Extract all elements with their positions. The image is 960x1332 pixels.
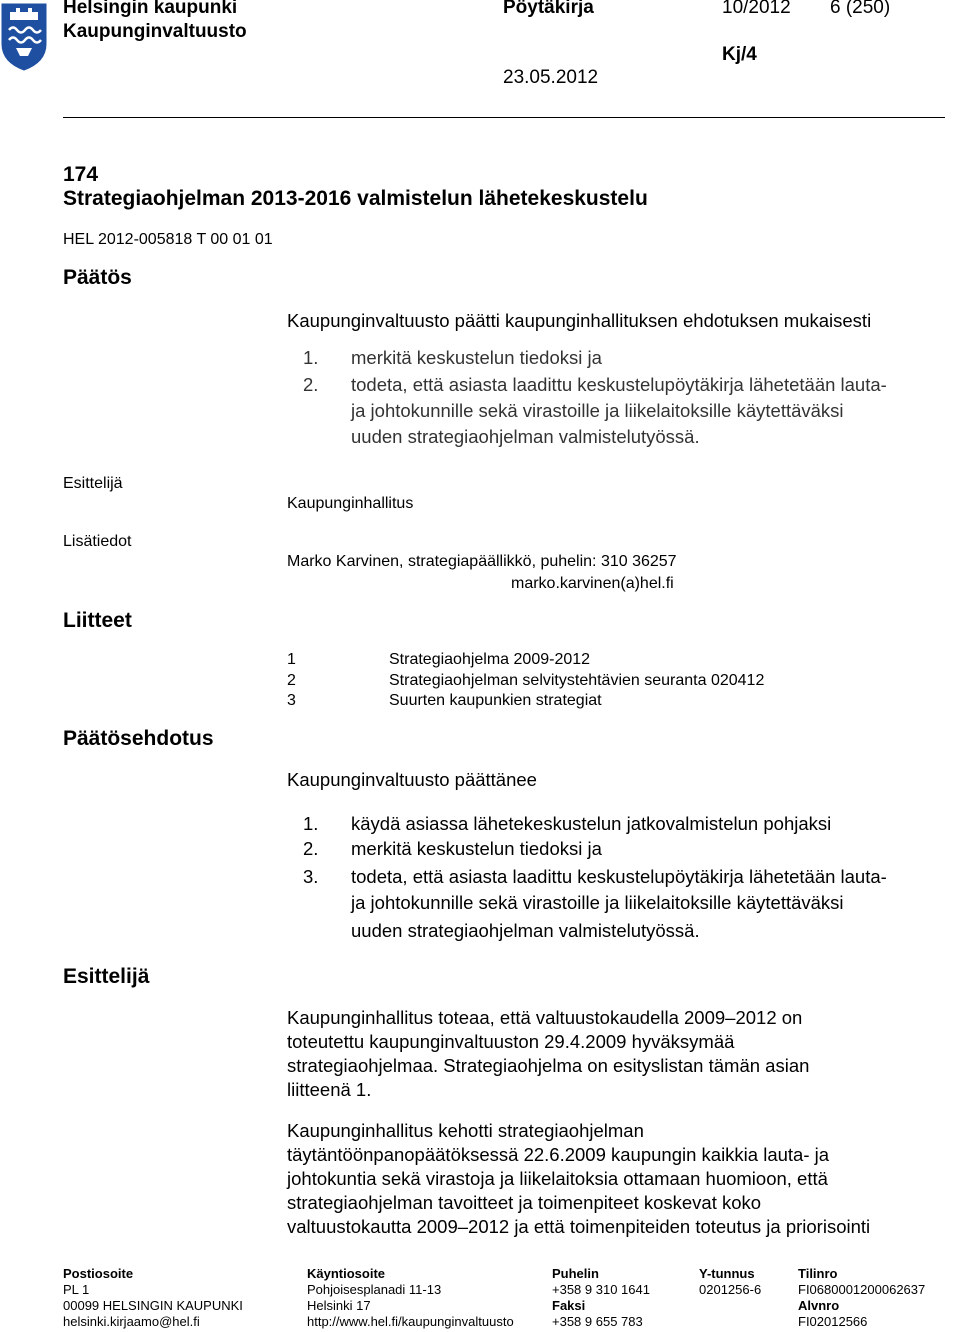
footer-value: Pohjoisesplanadi 11-13: [307, 1282, 442, 1297]
decision-intro: Kaupunginvaltuusto päätti kaupunginhallituksen ehdotuksen mukaisesti: [287, 310, 872, 331]
attachment-item[interactable]: Strategiaohjelma 2009-2012: [389, 651, 591, 668]
decision-item-num: 1.: [303, 347, 319, 368]
label-proposal: Päätösehdotus: [63, 727, 214, 750]
presenter-para-line: täytäntöönpanopäätöksessä 22.6.2009 kaupungin kaikkia lauta- ja: [287, 1144, 830, 1165]
presenter-para-line: valtuustokautta 2009–2012 ja että toimenpiteiden toteutus ja priorisointi: [287, 1216, 871, 1237]
item-number: 174: [63, 163, 99, 186]
label-presenter-2: Esittelijä: [63, 965, 150, 988]
doc-number: 10/2012: [722, 0, 791, 18]
label-attachments: Liitteet: [63, 609, 132, 632]
proposal-item-num: 3.: [303, 866, 319, 887]
org-name: Helsingin kaupunki: [63, 0, 238, 18]
decision-item-num: 2.: [303, 374, 319, 395]
item-title: Strategiaohjelman 2013-2016 valmistelun lähetekeskustelu: [63, 187, 648, 210]
label-more-info: Lisätiedot: [63, 533, 132, 550]
presenter-para-line: toteutettu kaupunginvaltuuston 29.4.2009 hyväksymää: [287, 1031, 735, 1052]
decision-item-line: merkitä keskustelun tiedoksi ja: [351, 347, 602, 368]
footer-value: Helsinki 17: [307, 1298, 371, 1313]
decision-item-line: uuden strategiaohjelman valmistelutyössä.: [351, 426, 700, 447]
footer-value: +358 9 310 1641: [552, 1282, 650, 1297]
footer-label: Tilinro: [798, 1266, 838, 1281]
ref-code: Kj/4: [722, 44, 757, 65]
page-number: 6 (250): [830, 0, 891, 18]
city-crest: [0, 0, 48, 72]
footer-label: Alvnro: [798, 1298, 840, 1313]
attachment-item[interactable]: Strategiaohjelman selvitystehtävien seuranta 020412: [389, 672, 765, 689]
contact-line: Marko Karvinen, strategiapäällikkö, puhelin: 310 36257: [287, 553, 677, 570]
footer-email[interactable]: helsinki.kirjaamo@hel.fi: [63, 1314, 200, 1329]
diary-number: HEL 2012-005818 T 00 01 01: [63, 231, 273, 248]
footer-value: PL 1: [63, 1282, 90, 1297]
proposal-item-line: todeta, että asiasta laadittu keskustelupöytäkirja lähetetään lauta-: [351, 866, 887, 887]
footer-label: Puhelin: [552, 1266, 599, 1281]
footer-label: Postiosoite: [63, 1266, 134, 1281]
footer-value: FI02012566: [798, 1314, 868, 1329]
footer-value: 00099 HELSINGIN KAUPUNKI: [63, 1298, 243, 1313]
proposal-item-num: 1.: [303, 813, 319, 834]
footer-value: FI0680001200062637: [798, 1282, 926, 1297]
presenter-para-line: Kaupunginhallitus toteaa, että valtuustokaudella 2009–2012 on: [287, 1007, 803, 1028]
attachment-num: 3: [287, 692, 296, 709]
proposal-item-num: 2.: [303, 838, 319, 859]
attachment-num: 1: [287, 651, 296, 668]
footer-label: Faksi: [552, 1298, 586, 1313]
presenter-para-line: strategiaohjelman tavoitteet ja toimenpiteet koskevat koko: [287, 1192, 762, 1213]
presenter-value: Kaupunginhallitus: [287, 495, 414, 512]
attachment-item[interactable]: Suurten kaupunkien strategiat: [389, 692, 602, 709]
footer-url[interactable]: http://www.hel.fi/kaupunginvaltuusto: [307, 1314, 514, 1329]
contact-email[interactable]: marko.karvinen(a)hel.fi: [511, 575, 674, 592]
body-name: Kaupunginvaltuusto: [63, 21, 247, 42]
presenter-para-line: strategiaohjelmaa. Strategiaohjelma on esityslistan tämän asian: [287, 1055, 810, 1076]
footer-value: 0201256-6: [699, 1282, 762, 1297]
presenter-para-line: johtokuntia sekä virastoja ja liikelaitoksia ottamaan huomioon, että: [287, 1168, 828, 1189]
proposal-item-line: merkitä keskustelun tiedoksi ja: [351, 838, 602, 859]
doc-type: Pöytäkirja: [503, 0, 594, 18]
header-rule: [63, 117, 945, 118]
proposal-intro: Kaupunginvaltuusto päättänee: [287, 769, 537, 790]
decision-item-line: ja johtokunnille sekä virastoille ja liikelaitoksille käytettäväksi: [351, 400, 844, 421]
presenter-para-line: liitteenä 1.: [287, 1079, 372, 1100]
proposal-item-line: uuden strategiaohjelman valmistelutyössä.: [351, 920, 700, 941]
label-presenter: Esittelijä: [63, 475, 123, 492]
proposal-item-line: ja johtokunnille sekä virastoille ja liikelaitoksille käytettäväksi: [351, 892, 844, 913]
decision-item-line: todeta, että asiasta laadittu keskustelupöytäkirja lähetetään lauta-: [351, 374, 887, 395]
attachment-num: 2: [287, 672, 296, 689]
footer-value: +358 9 655 783: [552, 1314, 643, 1329]
footer-label: Käyntiosoite: [307, 1266, 386, 1281]
footer-label: Y-tunnus: [699, 1266, 755, 1281]
label-decision: Päätös: [63, 266, 132, 289]
proposal-item-line: käydä asiassa lähetekeskustelun jatkovalmistelun pohjaksi: [351, 813, 832, 834]
meeting-date: 23.05.2012: [503, 67, 599, 88]
presenter-para-line: Kaupunginhallitus kehotti strategiaohjelman: [287, 1120, 644, 1141]
